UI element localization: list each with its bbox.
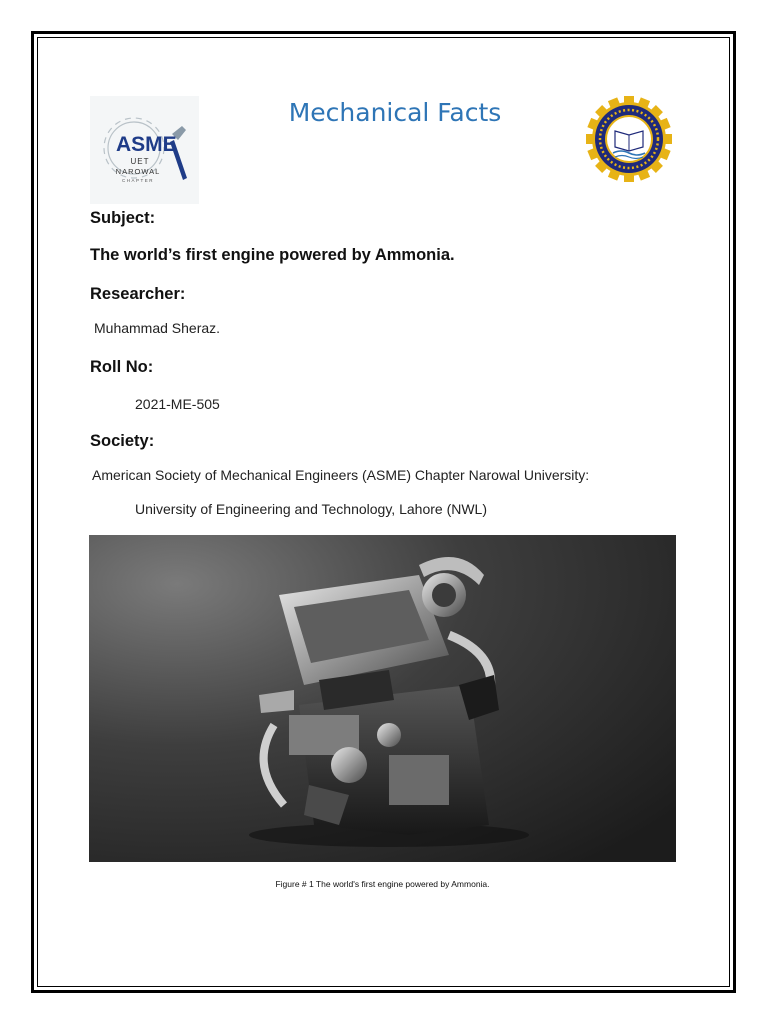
asme-logo-uet: UET bbox=[130, 157, 150, 166]
subject-value: The world’s first engine powered by Ammonia. bbox=[90, 246, 455, 264]
society-line-2: University of Engineering and Technology, Lahore (NWL) bbox=[135, 501, 488, 517]
researcher-value: Muhammad Sheraz. bbox=[94, 320, 221, 336]
page-title: Mechanical Facts bbox=[288, 98, 502, 127]
society-line-1: American Society of Mechanical Engineers (ASME) Chapter Narowal University: bbox=[92, 467, 590, 483]
engine-figure-image bbox=[89, 535, 676, 862]
society-label: Society: bbox=[90, 432, 155, 450]
uet-lahore-seal-icon bbox=[580, 96, 678, 182]
researcher-label: Researcher: bbox=[90, 285, 186, 303]
roll-no-label: Roll No: bbox=[90, 358, 154, 376]
subject-label: Subject: bbox=[90, 209, 156, 227]
asme-logo-text: ASME bbox=[116, 133, 177, 156]
asme-logo-narowal: NAROWAL bbox=[115, 167, 161, 176]
asme-logo-icon bbox=[90, 96, 199, 204]
figure-caption: Figure # 1 The world's first engine powered by Ammonia. bbox=[275, 879, 490, 889]
asme-logo-chapter: CHAPTER bbox=[121, 178, 155, 183]
roll-no-value: 2021-ME-505 bbox=[135, 396, 220, 412]
